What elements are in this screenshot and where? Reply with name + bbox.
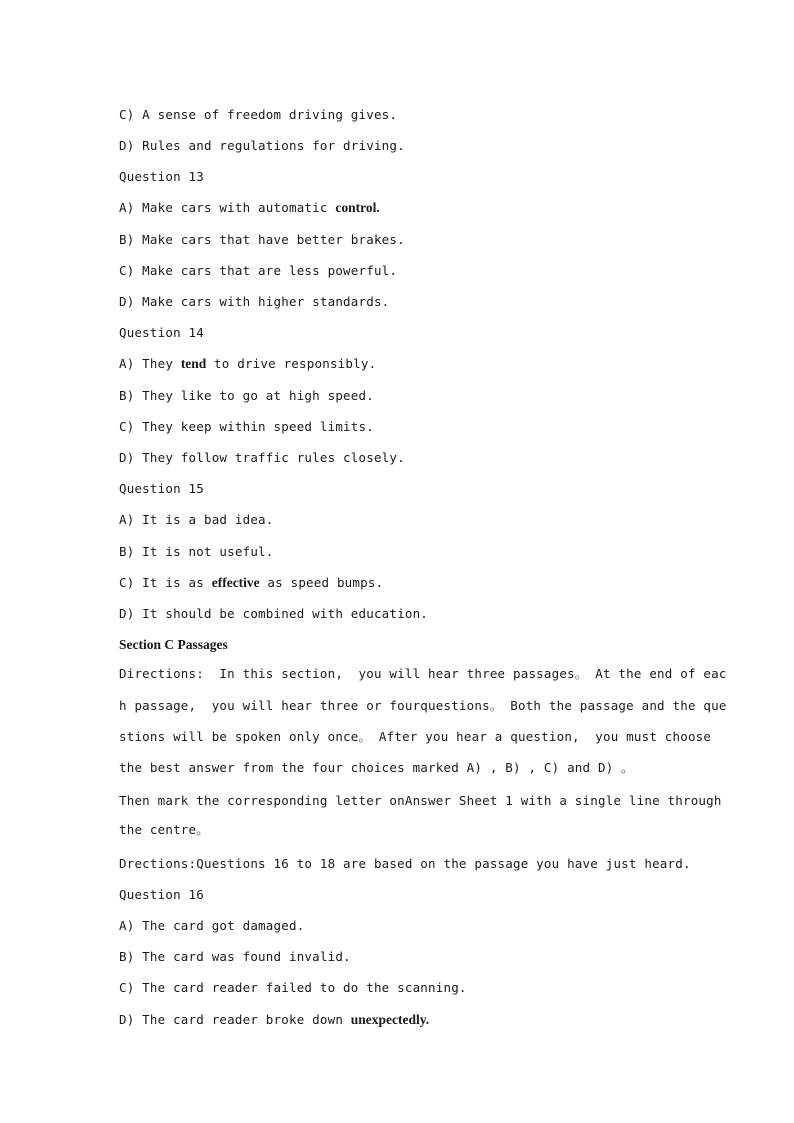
q13-option-d: D) Make cars with higher standards. <box>119 294 390 309</box>
q14-option-c: C) They keep within speed limits. <box>119 419 374 434</box>
section-c-directions-line-4: the best answer from the four choices marked A) , B) , C) and D) 。 <box>119 760 634 775</box>
q15-option-d: D) It should be combined with education. <box>119 606 429 621</box>
q13-option-a <box>119 200 380 216</box>
q15-label: Question 15 <box>119 481 204 496</box>
q15-option-c <box>119 575 383 591</box>
q14-option-a-suffix: to drive responsibly. <box>206 356 377 371</box>
section-c-directions-line-1: Directions: In this section, you will hear three passages。 At the end of eac <box>119 666 727 681</box>
q16-option-d-text: D) The card reader broke down <box>119 1012 351 1027</box>
q15-option-c-suffix: as speed bumps. <box>259 575 384 590</box>
q16-label: Question 16 <box>119 887 204 902</box>
q12-option-d: D) Rules and regulations for driving. <box>119 138 405 153</box>
q15-option-c-bold: effective <box>211 575 260 590</box>
q12-option-c: C) A sense of freedom driving gives. <box>119 107 398 122</box>
q16-option-a: A) The card got damaged. <box>119 918 305 933</box>
q14-option-b: B) They like to go at high speed. <box>119 388 374 403</box>
q13-label: Question 13 <box>119 169 204 184</box>
section-c-directions-line-6: the centre。 <box>119 822 209 837</box>
q14-option-a-text: A) They <box>119 356 181 371</box>
q13-option-c: C) Make cars that are less powerful. <box>119 263 398 278</box>
q13-option-a-text: A) Make cars with automatic <box>119 200 336 215</box>
section-c-directions-line-3: stions will be spoken only once。 After you hear a question, you must choose <box>119 729 712 744</box>
section-c-directions-line-5: Then mark the corresponding letter onAnswer Sheet 1 with a single line through <box>119 793 722 808</box>
q15-option-c-text: C) It is as <box>119 575 212 590</box>
q14-label: Question 14 <box>119 325 204 340</box>
q14-option-a <box>119 356 376 372</box>
q16-option-d-bold: unexpectedly. <box>350 1012 430 1027</box>
section-c-directions-line-2: h passage, you will hear three or fourquestions。 Both the passage and the que <box>119 698 727 713</box>
q13-option-a-bold: control. <box>335 200 380 215</box>
q15-option-a: A) It is a bad idea. <box>119 512 274 527</box>
passage-directions: Drections:Questions 16 to 18 are based on the passage you have just heard. <box>119 856 691 871</box>
q16-option-d <box>119 1012 429 1028</box>
q16-option-c: C) The card reader failed to do the scanning. <box>119 980 467 995</box>
q15-option-b: B) It is not useful. <box>119 544 274 559</box>
q14-option-a-bold: tend <box>180 356 207 371</box>
q16-option-b: B) The card was found invalid. <box>119 949 351 964</box>
section-c-heading: Section C Passages <box>119 637 228 652</box>
q13-option-b: B) Make cars that have better brakes. <box>119 232 405 247</box>
q14-option-d: D) They follow traffic rules closely. <box>119 450 405 465</box>
